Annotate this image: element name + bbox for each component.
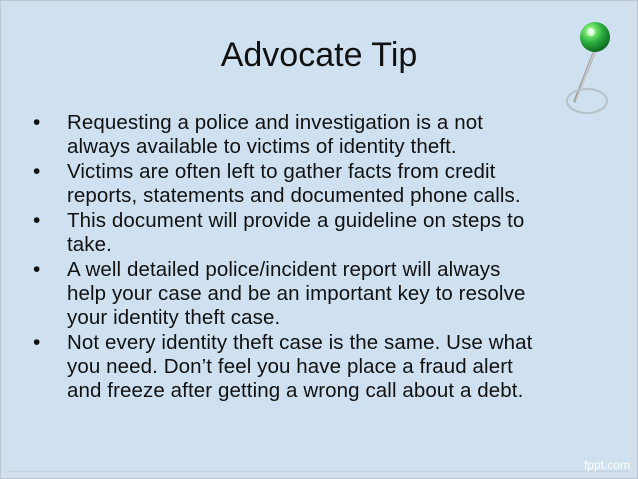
bullet-line: Requesting a police and investigation is a not [67,111,484,134]
bullet-item-3 [33,209,608,257]
bullet-marker: • [33,258,41,281]
bullet-marker: • [33,331,41,354]
pushpin-icon [560,15,630,125]
bullet-line: your identity theft case. [67,306,281,329]
bullet-item-4 [33,258,608,330]
bullet-item-2 [33,160,608,208]
bullet-line: reports, statements and documented phone calls. [67,184,521,207]
bullet-line: Not every identity theft case is the same. Use what [67,331,533,354]
brand-watermark: fppt.com [583,458,630,472]
bullet-line: help your case and be an important key to resolve [67,282,526,305]
bullet-item-1 [33,111,608,159]
bullet-list [33,111,608,404]
bullet-line: A well detailed police/incident report will always [67,258,501,281]
bullet-marker: • [33,209,41,232]
bullet-line: and freeze after getting a wrong call about a debt. [67,379,524,402]
bullet-item-5 [33,331,608,403]
bullet-line: take. [67,233,112,256]
bullet-line: This document will provide a guideline on steps to [67,209,525,232]
bullet-marker: • [33,111,41,134]
bullet-marker: • [33,160,41,183]
bullet-line: Victims are often left to gather facts from credit [67,160,496,183]
bullet-line: always available to victims of identity theft. [67,135,457,158]
slide-title: Advocate Tip [220,36,418,74]
bullet-line: you need. Don’t feel you have place a fraud alert [67,355,513,378]
